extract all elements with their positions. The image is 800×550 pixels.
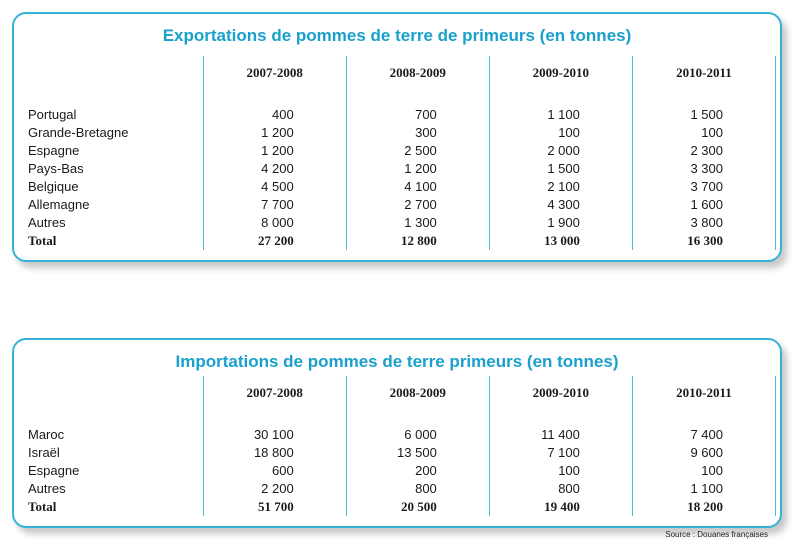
value-cell: 4 200 [203, 160, 346, 178]
value-cell: 1 100 [489, 106, 632, 124]
year-header: 2008-2009 [346, 376, 489, 410]
value-cell: 4 500 [203, 178, 346, 196]
year-header: 2010-2011 [632, 376, 775, 410]
value-cell: 1 200 [203, 142, 346, 160]
value-cell: 11 400 [489, 426, 632, 444]
table-row [20, 178, 776, 196]
value-cell: 100 [489, 124, 632, 142]
value-cell: 3 700 [632, 178, 775, 196]
year-header: 2007-2008 [203, 56, 346, 90]
export-table [20, 56, 776, 250]
total-cell: 27 200 [203, 232, 346, 250]
country-cell: Espagne [28, 463, 80, 478]
value-cell: 8 000 [203, 214, 346, 232]
value-cell: 300 [346, 124, 489, 142]
spacer-row [20, 410, 776, 426]
total-cell: 13 000 [489, 232, 632, 250]
value-cell: 7 700 [203, 196, 346, 214]
value-cell: 1 200 [346, 160, 489, 178]
value-cell: 13 500 [346, 444, 489, 462]
value-cell: 200 [346, 462, 489, 480]
total-cell: 12 800 [346, 232, 489, 250]
value-cell: 7 100 [489, 444, 632, 462]
year-header: 2007-2008 [203, 376, 346, 410]
year-header: 2009-2010 [489, 376, 632, 410]
country-cell: Autres [28, 215, 66, 230]
value-cell: 800 [489, 480, 632, 498]
value-cell: 3 800 [632, 214, 775, 232]
export-header-row [20, 56, 776, 90]
value-cell: 1 100 [632, 480, 775, 498]
total-cell: 18 200 [632, 498, 775, 516]
table-row [20, 160, 776, 178]
value-cell: 700 [346, 106, 489, 124]
table-row [20, 124, 776, 142]
import-table [20, 376, 776, 516]
import-table-card [12, 338, 782, 528]
country-cell: Portugal [28, 107, 77, 122]
value-cell: 30 100 [203, 426, 346, 444]
total-cell: 19 400 [489, 498, 632, 516]
table-row [20, 444, 776, 462]
import-table-title: Importations de pommes de terre primeurs (en tonnes) [175, 352, 619, 371]
year-header: 2009-2010 [489, 56, 632, 90]
total-row [20, 498, 776, 516]
value-cell: 6 000 [346, 426, 489, 444]
value-cell: 3 300 [632, 160, 775, 178]
total-cell: 20 500 [346, 498, 489, 516]
value-cell: 2 100 [489, 178, 632, 196]
value-cell: 1 200 [203, 124, 346, 142]
country-cell: Espagne [28, 143, 80, 158]
source-note: Source : Douanes françaises [665, 530, 768, 539]
value-cell: 18 800 [203, 444, 346, 462]
value-cell: 1 500 [632, 106, 775, 124]
value-cell: 1 900 [489, 214, 632, 232]
value-cell: 2 000 [489, 142, 632, 160]
value-cell: 800 [346, 480, 489, 498]
value-cell: 100 [632, 124, 775, 142]
country-cell: Pays-Bas [28, 161, 84, 176]
value-cell: 100 [632, 462, 775, 480]
table-row [20, 426, 776, 444]
value-cell: 2 700 [346, 196, 489, 214]
total-cell: 16 300 [632, 232, 775, 250]
value-cell: 4 300 [489, 196, 632, 214]
export-table-title: Exportations de pommes de terre de primeurs (en tonnes) [162, 26, 632, 45]
country-cell: Autres [28, 481, 66, 496]
value-cell: 2 200 [203, 480, 346, 498]
total-label: Total [28, 233, 57, 248]
country-header [20, 56, 203, 90]
value-cell: 7 400 [632, 426, 775, 444]
value-cell: 400 [203, 106, 346, 124]
table-row [20, 196, 776, 214]
value-cell: 100 [489, 462, 632, 480]
country-header [20, 376, 203, 410]
value-cell: 9 600 [632, 444, 775, 462]
year-header: 2010-2011 [632, 56, 775, 90]
country-cell: Belgique [28, 179, 79, 194]
table-row [20, 106, 776, 124]
value-cell: 1 500 [489, 160, 632, 178]
export-table-card [12, 12, 782, 262]
table-row [20, 462, 776, 480]
table-row [20, 480, 776, 498]
year-header: 2008-2009 [346, 56, 489, 90]
country-cell: Israël [28, 445, 60, 460]
import-header-row [20, 376, 776, 410]
table-row [20, 142, 776, 160]
value-cell: 600 [203, 462, 346, 480]
total-cell: 51 700 [203, 498, 346, 516]
value-cell: 4 100 [346, 178, 489, 196]
value-cell: 1 600 [632, 196, 775, 214]
country-cell: Grande-Bretagne [28, 125, 129, 140]
country-cell: Maroc [28, 427, 65, 442]
spacer-row [20, 90, 776, 106]
country-cell: Allemagne [28, 197, 90, 212]
value-cell: 2 300 [632, 142, 775, 160]
value-cell: 1 300 [346, 214, 489, 232]
total-label: Total [28, 499, 57, 514]
value-cell: 2 500 [346, 142, 489, 160]
total-row [20, 232, 776, 250]
table-row [20, 214, 776, 232]
